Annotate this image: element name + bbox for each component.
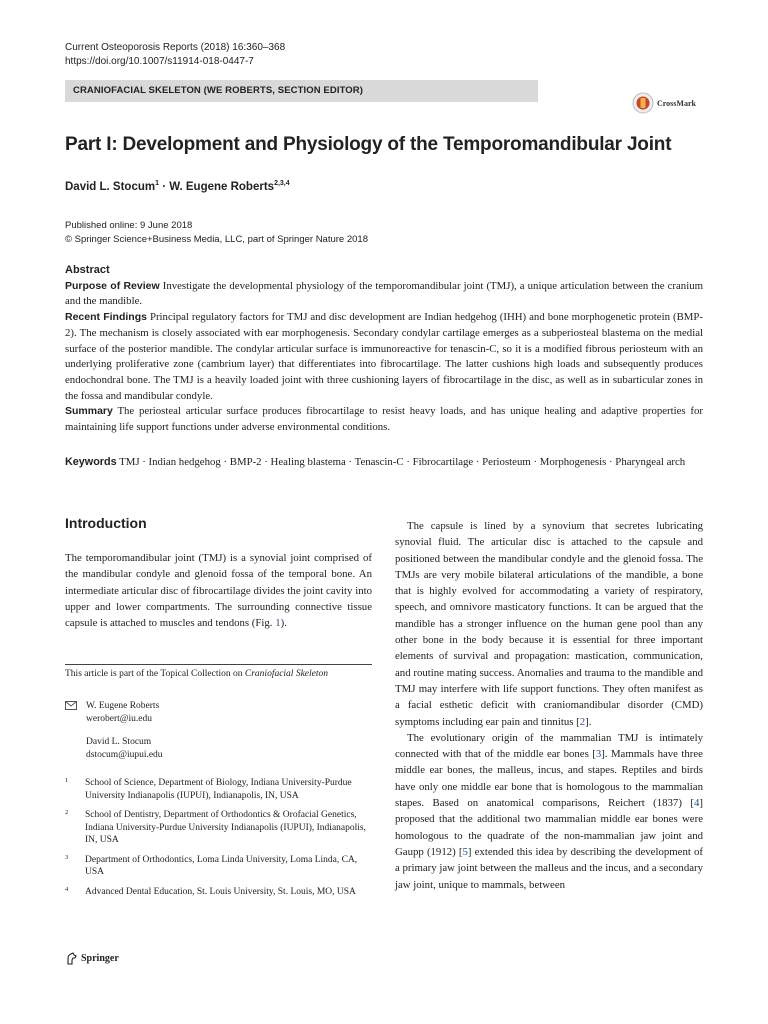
author-stocum[interactable]: David L. Stocum (65, 180, 156, 193)
purpose-text: Investigate the developmental physiology of the temporomandibular joint (TMJ), a unique articulation between the cranium and the mandible. (65, 279, 703, 308)
paragraph-text: The evolutionary origin of the mammalian TMJ is intimately connected with that of the middle ear bones [ (395, 731, 703, 761)
section-banner: CRANIOFACIAL SKELETON (WE ROBERTS, SECTION EDITOR) (65, 80, 538, 102)
citation-ref-5[interactable]: 5 (462, 845, 468, 858)
paragraph-text: ] extended this idea by describing the development of a primary jaw joint between the malleus and the incus, and a secondary jaw joint, unique to mammals, between (395, 845, 703, 891)
affiliations (65, 777, 372, 905)
citation-ref-3[interactable]: 3 (595, 748, 602, 761)
affiliation-number: 3 (65, 853, 69, 861)
topical-topic: Craniofacial Skeleton (244, 669, 329, 679)
affiliation-text: Department of Orthodontics, Loma Linda University, Loma Linda, CA, USA (85, 854, 358, 877)
affiliation-number: 1 (65, 777, 69, 784)
paragraph-text: ]. (585, 715, 592, 728)
abstract (65, 263, 703, 436)
contact-email[interactable]: dstocum@iupui.edu (86, 749, 163, 760)
envelope-icon (65, 701, 77, 710)
affiliation-text: School of Science, Department of Biology, Indiana University-Purdue University Indianapolis (IUPUI), Indianapolis, IN, USA (85, 778, 352, 801)
publication-info (65, 219, 368, 247)
springer-horse-icon (65, 952, 78, 965)
author-roberts[interactable]: W. Eugene Roberts (169, 180, 275, 193)
topical-collection-note (65, 669, 328, 679)
keywords-label: Keywords (65, 456, 117, 468)
citation-ref-4[interactable]: 4 (693, 797, 700, 810)
contact-entry (86, 700, 163, 725)
published-date: Published online: 9 June 2018 (65, 220, 193, 231)
paragraph-text: The capsule is lined by a synovium that secretes lubricating synovial fluid. The articular disc is attached to the capsule and positioned between the mandibular condyle and the glenoid fossa. The TMJs are very mobile bilateral articulations of the mandible, a bone that is highly evolved for accommodating a variety of respiratory, speech, and omnivore masticatory functions. It can be argued that the mandible has a stronger influence on the human gene pool than any other bone in the body because it is essential for three important elements of survival and propagation: mastication, communication, and routine mating success. Anomalies and trauma to the mandible and TMJ may interfere with life support functions. They often manifest as a facial esthetic deficit with craniomandibular disorder (CMD) symptoms including ear pain and tinnitus [ (395, 520, 703, 728)
contact-block (65, 700, 163, 761)
affiliation-item (65, 854, 372, 879)
left-column (65, 550, 372, 631)
affiliation-text: Advanced Dental Education, St. Louis University, St. Louis, MO, USA (85, 886, 356, 897)
contact-entry (86, 736, 163, 761)
doi-link[interactable]: https://doi.org/10.1007/s11914-018-0447-7 (65, 56, 254, 67)
body-paragraph (395, 518, 703, 730)
findings-text: Principal regulatory factors for TMJ and disc development are Indian hedgehog (IHH) and bone morphogenetic protein (BMP-2). The mechanism is closely associated with ear morphogenesis. Secondary condylar cartilage emerges as a subperiosteal blastema on the medial surface of the posterior mandible. The condylar articular surface is immunoreactive for tenascin-C, so it is a modified fibrous periosteum with an underlying proliferative zone (cambrium layer) that differentiates into fibrocartilage. The latter cushions high loads and subsequently produces endochondral bone. The TMJ is a heavily loaded joint with three cushioning layers of fibrocartilage in the disc, as well as in subarticular zones in the fossa and mandibular condyle. (65, 311, 703, 402)
crossmark-badge[interactable] (632, 92, 696, 114)
copyright-notice: © Springer Science+Business Media, LLC, part of Springer Nature 2018 (65, 234, 368, 245)
article-title: Part I: Development and Physiology of the Temporomandibular Joint (65, 134, 672, 155)
introduction-heading: Introduction (65, 515, 147, 531)
keywords-text: TMJ · Indian hedgehog · BMP-2 · Healing blastema · Tenascin-C · Fibrocartilage · Periosteum · Morphogenesis · Pharyngeal arch (119, 456, 686, 468)
body-paragraph (395, 730, 703, 893)
affiliation-number: 2 (65, 809, 69, 816)
summary-text: The periosteal articular surface produces fibrocartilage to resist heavy loads, and has unique healing and adaptive properties for maintaining life support functions under adverse environmental conditions. (65, 405, 703, 434)
journal-header (65, 41, 285, 69)
author-separator: · (162, 180, 167, 193)
contact-name: David L. Stocum (86, 737, 152, 747)
contact-email[interactable]: werobert@iu.edu (86, 713, 152, 724)
author-roberts-affil: 2,3,4 (274, 180, 290, 187)
affiliation-item (65, 809, 372, 847)
figure-ref-1[interactable]: 1 (275, 617, 281, 630)
footnote-divider (65, 664, 372, 665)
paragraph-text: ] proposed that the additional two mammalian middle ear bones were homologous to the quadrate of the non-mammalian jaw joint and Gaupp (1912) [ (395, 797, 703, 858)
contact-name: W. Eugene Roberts (86, 701, 160, 711)
intro-text: The temporomandibular joint (TMJ) is a synovial joint comprised of the mandibular condyle and glenoid fossa of the temporal bone. An intermediate articular disc of fibrocartilage divides the joint cavity into upper and lower compartments. The surrounding connective tissue capsule is attached to muscles and tendons (Fig. (65, 552, 372, 630)
affiliation-number: 4 (65, 885, 69, 893)
abstract-purpose (65, 279, 703, 310)
affiliation-item (65, 886, 372, 899)
abstract-heading: Abstract (65, 264, 110, 276)
affiliation-item (65, 777, 372, 802)
crossmark-icon (632, 92, 654, 114)
intro-paragraph (65, 550, 372, 631)
crossmark-label: CrossMark (657, 98, 696, 108)
affiliation-text: School of Dentistry, Department of Orthodontics & Orofacial Genetics, Indiana University-Purdue University Indianapolis (IUPUI), Indianapolis, IN, USA (85, 810, 366, 845)
publisher-footer (65, 952, 119, 965)
author-stocum-affil: 1 (155, 180, 160, 187)
right-column (395, 518, 703, 893)
intro-text-end: ). (280, 617, 287, 630)
abstract-summary (65, 404, 703, 435)
abstract-findings (65, 310, 703, 404)
keywords (65, 454, 703, 470)
summary-label: Summary (65, 405, 113, 418)
citation-ref-2[interactable]: 2 (579, 715, 586, 728)
journal-citation: Current Osteoporosis Reports (2018) 16:360–368 (65, 42, 286, 53)
findings-label: Recent Findings (65, 311, 147, 324)
topical-prefix: This article is part of the Topical Collection on (65, 669, 245, 679)
publisher-name: Springer (81, 953, 119, 964)
author-line (65, 180, 290, 193)
paragraph-text: ]. Mammals have three middle ear bones, the malleus, incus, and stapes. Reptiles and birds have only one middle ear bone that is homologous to the mammalian stapes. Based on anatomical comparisons, Reichert (1837) [ (395, 748, 703, 810)
purpose-label: Purpose of Review (65, 279, 160, 292)
